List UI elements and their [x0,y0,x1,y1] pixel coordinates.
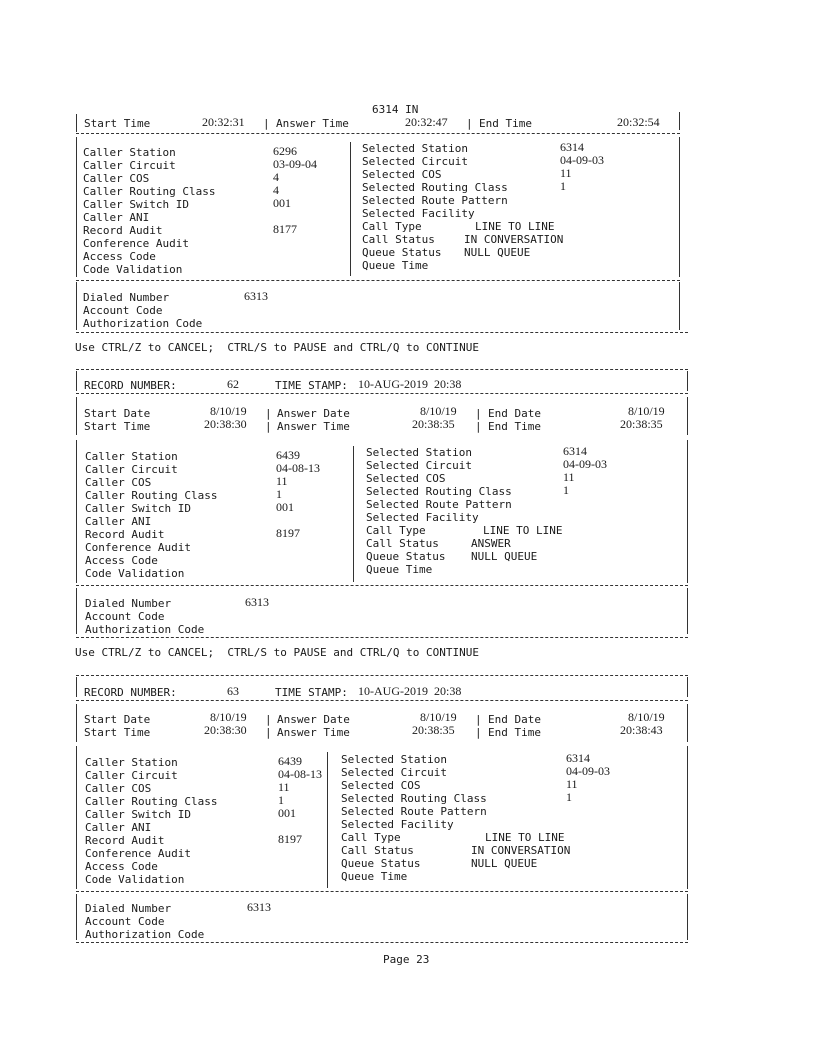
call-status-label: Call Status [362,233,435,246]
col-divider: | [475,420,482,433]
caller-cos-label: Caller COS [85,476,152,489]
caller-switch-id-value: 001 [276,500,294,514]
dialed-number-value: 6313 [245,595,269,609]
selected-routing-class-label: Selected Routing Class [341,792,487,805]
end-time-label: End Time [488,726,541,739]
queue-time-label: Queue Time [362,259,429,272]
caller-cos-value: 11 [278,780,290,794]
answer-time-label: Answer Time [277,420,350,433]
dialed-number-label: Dialed Number [85,902,172,915]
col-divider: | [475,713,482,726]
selected-station-value: 6314 [566,751,590,765]
caller-cos-value: 4 [273,170,279,184]
dashed-separator [76,393,688,394]
rule [687,397,688,435]
record-audit-value: 8197 [276,526,300,540]
call-type-value: LINE TO LINE [475,220,555,233]
caller-ani-label: Caller ANI [85,821,152,834]
end-date-value: 8/10/19 [628,404,665,418]
caller-routing-class-value: 4 [273,183,279,197]
caller-circuit-label: Caller Circuit [83,159,176,172]
queue-status-value: NULL QUEUE [471,550,538,563]
caller-routing-class-value: 1 [278,793,284,807]
rule [353,446,354,582]
caller-routing-class-value: 1 [276,487,282,501]
dashed-separator [76,942,688,943]
caller-switch-id-label: Caller Switch ID [83,198,189,211]
col-divider: | [265,726,272,739]
selected-circuit-value: 04-09-03 [566,764,610,778]
dashed-separator [76,133,680,134]
selected-circuit-value: 04-09-03 [560,153,604,167]
queue-status-value: NULL QUEUE [471,857,538,870]
dashed-separator [76,280,680,281]
rule [76,677,77,697]
answer-date-label: Answer Date [277,407,350,420]
selected-routing-class-value: 1 [563,483,569,497]
dialed-number-label: Dialed Number [85,597,172,610]
start-time-label: Start Time [84,726,151,739]
dialed-number-value: 6313 [244,289,268,303]
start-date-label: Start Date [84,713,151,726]
time-stamp-value: 10-AUG-2019 20:38 [358,377,462,391]
col-divider: | [475,726,482,739]
answer-date-value: 8/10/19 [420,710,457,724]
selected-station-label: Selected Station [366,446,472,459]
selected-route-pattern-label: Selected Route Pattern [341,805,487,818]
caller-station-label: Caller Station [85,756,178,769]
rule [679,137,680,277]
conference-audit-label: Conference Audit [83,237,189,250]
call-type-label: Call Type [341,831,401,844]
caller-circuit-label: Caller Circuit [85,463,178,476]
selected-route-pattern-label: Selected Route Pattern [362,194,508,207]
end-date-label: End Date [488,407,541,420]
start-time-value: 20:38:30 [204,417,247,431]
caller-ani-label: Caller ANI [85,515,152,528]
answer-date-value: 8/10/19 [420,404,457,418]
caller-circuit-label: Caller Circuit [85,769,178,782]
answer-date-label: Answer Date [277,713,350,726]
caller-switch-id-value: 001 [278,806,296,820]
start-date-label: Start Date [84,407,151,420]
access-code-label: Access Code [83,250,156,263]
caller-station-value: 6439 [276,448,300,462]
rule [679,282,680,330]
record-audit-label: Record Audit [85,528,165,541]
dialed-number-label: Dialed Number [83,291,170,304]
call-status-value: IN CONVERSATION [464,233,564,246]
selected-station-value: 6314 [560,140,584,154]
call-type-value: LINE TO LINE [485,831,565,844]
start-time-value: 20:38:30 [204,723,247,737]
record-audit-label: Record Audit [83,224,163,237]
cancel-instruction: Use CTRL/Z to CANCEL; CTRL/S to PAUSE and CTRL/Q to CONTINUE [75,646,479,659]
selected-circuit-label: Selected Circuit [341,766,447,779]
dashed-separator [76,369,688,370]
caller-station-value: 6296 [273,144,297,158]
conference-audit-label: Conference Audit [85,847,191,860]
rule [76,440,77,583]
selected-cos-label: Selected COS [341,779,421,792]
call-status-value: ANSWER [471,537,511,550]
selected-cos-label: Selected COS [362,168,442,181]
caller-circuit-value: 04-08-13 [278,767,322,781]
selected-circuit-value: 04-09-03 [563,457,607,471]
call-status-label: Call Status [366,537,439,550]
selected-facility-label: Selected Facility [341,818,454,831]
time-stamp-label: TIME STAMP: [275,379,348,392]
dialed-number-value: 6313 [247,900,271,914]
queue-status-label: Queue Status [362,246,442,259]
rule [687,746,688,889]
call-type-label: Call Type [362,220,422,233]
caller-routing-class-label: Caller Routing Class [85,489,218,502]
time-stamp-value: 10-AUG-2019 20:38 [358,684,462,698]
authorization-code-label: Authorization Code [85,928,205,941]
rule [76,137,77,277]
caller-cos-label: Caller COS [85,782,152,795]
rule [76,704,77,742]
account-code-label: Account Code [85,915,165,928]
selected-circuit-label: Selected Circuit [366,459,472,472]
dashed-separator [76,891,688,892]
end-date-label: End Date [488,713,541,726]
selected-cos-value: 11 [563,470,575,484]
caller-switch-id-label: Caller Switch ID [85,808,191,821]
end-time-value: 20:32:54 [617,115,660,129]
queue-status-label: Queue Status [341,857,421,870]
rule [687,588,688,634]
start-time-label: Start Time [84,420,151,433]
col-divider: | [466,117,473,130]
rule [687,704,688,742]
rule [679,112,680,130]
col-divider: | [265,420,272,433]
record-audit-label: Record Audit [85,834,165,847]
rule [76,894,77,940]
record-number-label: RECORD NUMBER: [84,379,177,392]
record-number-label: RECORD NUMBER: [84,686,177,699]
dashed-separator [76,585,688,586]
rule [687,371,688,391]
dashed-separator [76,637,688,638]
caller-station-value: 6439 [278,754,302,768]
dashed-separator [76,700,688,701]
code-validation-label: Code Validation [85,567,185,580]
answer-time-value: 20:32:47 [405,115,448,129]
selected-station-label: Selected Station [341,753,447,766]
dashed-separator [76,675,688,676]
start-date-value: 8/10/19 [210,710,247,724]
code-validation-label: Code Validation [83,263,183,276]
queue-status-label: Queue Status [366,550,446,563]
caller-circuit-value: 04-08-13 [276,461,320,475]
caller-station-label: Caller Station [85,450,178,463]
account-code-label: Account Code [85,610,165,623]
call-status-value: IN CONVERSATION [471,844,571,857]
answer-time-value: 20:38:35 [412,417,455,431]
answer-time-label: Answer Time [276,117,349,130]
caller-cos-value: 11 [276,474,288,488]
cancel-instruction: Use CTRL/Z to CANCEL; CTRL/S to PAUSE and CTRL/Q to CONTINUE [75,341,479,354]
selected-station-label: Selected Station [362,142,468,155]
answer-time-label: Answer Time [277,726,350,739]
answer-time-value: 20:38:35 [412,723,455,737]
dashed-separator [76,332,688,333]
caller-routing-class-label: Caller Routing Class [85,795,218,808]
conference-audit-label: Conference Audit [85,541,191,554]
end-date-value: 8/10/19 [628,710,665,724]
col-divider: | [265,713,272,726]
rule [687,677,688,697]
record-number-value: 62 [227,377,239,391]
page-header: 6314 IN [372,103,419,116]
record-audit-value: 8177 [273,222,297,236]
authorization-code-label: Authorization Code [83,317,203,330]
rule [76,371,77,391]
access-code-label: Access Code [85,860,158,873]
selected-circuit-label: Selected Circuit [362,155,468,168]
call-type-value: LINE TO LINE [483,524,563,537]
selected-routing-class-value: 1 [566,790,572,804]
start-time-value: 20:32:31 [202,115,245,129]
rule [76,746,77,889]
caller-cos-label: Caller COS [83,172,150,185]
caller-switch-id-label: Caller Switch ID [85,502,191,515]
selected-cos-value: 11 [560,166,572,180]
code-validation-label: Code Validation [85,873,185,886]
record-number-value: 63 [227,684,239,698]
caller-ani-label: Caller ANI [83,211,150,224]
rule [76,588,77,634]
start-time-label: Start Time [84,117,151,130]
rule [327,752,328,888]
selected-routing-class-label: Selected Routing Class [362,181,508,194]
access-code-label: Access Code [85,554,158,567]
call-status-label: Call Status [341,844,414,857]
selected-route-pattern-label: Selected Route Pattern [366,498,512,511]
selected-cos-label: Selected COS [366,472,446,485]
end-time-value: 20:38:43 [620,723,663,737]
start-date-value: 8/10/19 [210,404,247,418]
rule [687,440,688,583]
authorization-code-label: Authorization Code [85,623,205,636]
queue-status-value: NULL QUEUE [464,246,531,259]
col-divider: | [263,117,270,130]
caller-routing-class-label: Caller Routing Class [83,185,216,198]
selected-station-value: 6314 [563,444,587,458]
end-time-label: End Time [488,420,541,433]
selected-facility-label: Selected Facility [362,207,475,220]
end-time-label: End Time [479,117,532,130]
time-stamp-label: TIME STAMP: [275,686,348,699]
selected-facility-label: Selected Facility [366,511,479,524]
end-time-value: 20:38:35 [620,417,663,431]
rule [350,142,351,276]
call-type-label: Call Type [366,524,426,537]
selected-routing-class-value: 1 [560,179,566,193]
rule [76,397,77,435]
rule [687,894,688,940]
caller-switch-id-value: 001 [273,196,291,210]
selected-cos-value: 11 [566,777,578,791]
rule [76,282,77,330]
col-divider: | [265,407,272,420]
queue-time-label: Queue Time [341,870,408,883]
page-number: Page 23 [383,953,430,966]
selected-routing-class-label: Selected Routing Class [366,485,512,498]
account-code-label: Account Code [83,304,163,317]
record-audit-value: 8197 [278,832,302,846]
caller-station-label: Caller Station [83,146,176,159]
col-divider: | [475,407,482,420]
queue-time-label: Queue Time [366,563,433,576]
rule [76,114,77,132]
caller-circuit-value: 03-09-04 [273,157,317,171]
